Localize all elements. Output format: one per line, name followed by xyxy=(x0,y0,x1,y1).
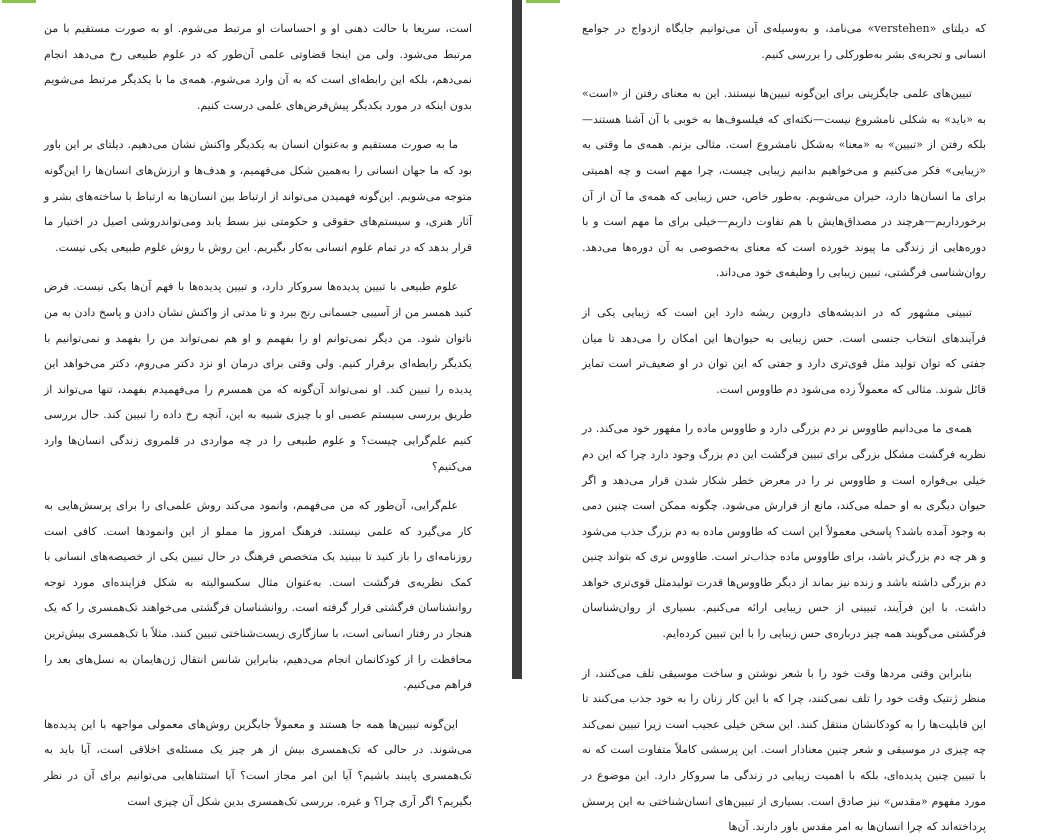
page-accent-bar xyxy=(2,0,36,3)
page-accent-bar xyxy=(526,0,560,3)
paragraph: تبیین‌های علمی جایگزینی برای این‌گونه تبیین‌ها نیستند. این به معنای رفتن از «است» به «باید» به شکلی نامشروع نیست—نکته‌ای که فیلسوف‌ها به خوبی با آن آشنا هستند—بلکه رفتن از «تبیین» به «معنا» به‌شکل نامشروع است. مثالی بزنم. همه‌ی ما وقتی به «زیبایی» فکر می‌کنیم و می‌خواهیم بدانیم زیبایی چیست، چرا مهم است و چه اهمیتی برای ما انسان‌ها دارد، حیران می‌شویم. به‌طور خاص، حس زیبایی که همه‌ی ما آن از آن برخورداریم—هرچند در مصداق‌هایش با هم تفاوت داریم—خیلی برای ما مهم است و با دوره‌هایی از زندگی ما پیوند خورده است که معنای به‌خصوصی به آن دوره‌ها می‌دهد. روان‌شناسی فرگشتی، تبیین زیبایی را وظیفه‌ی خود می‌داند. xyxy=(582,87,986,280)
paragraph: تبیینی مشهور که در اندیشه‌های داروین ریشه دارد این است که زیبایی یکی از فرآیندهای انتخاب جنسی است. حس زیبایی به حیوان‌ها این امکان را می‌دهد تا میان جفتی که توان تولید مثل قوی‌تری دارد و جفتی که این توان در او ضعیف‌تر است تمایز قائل شوند. مثالی که معمولاً زده می‌شود دم طاووس است. xyxy=(582,305,986,396)
page-divider xyxy=(512,0,522,679)
paragraph: همه‌ی ما می‌دانیم طاووس نر دم بزرگی دارد و طاووس ماده را مفهور خود می‌کند. در نظریه فرگشت مشکل بزرگی برای تبیین فرگشت این دم بزرگ وجود دارد چرا که این دم خیلی بی‌فواره است و طاووس نر را در معرض خطر شکار شدن قرار می‌دهد و اگر حیوان دیگری به او حمله می‌کند، مانع از فرارش می‌شود. چگونه ممکن است چنین دمی به وجود آمده باشد؟ پاسخی معمولاً این است که طاووس ماده به دم بزرگ جذب می‌شود و هر چه دم بزرگ‌تر باشد، برای طاووس ماده جذاب‌تر است. طاووس نری که بتواند چنین دم بزرگی داشته باشد و زنده نیز بماند از دیگر طاووس‌ها قدرت تولیدمثل قوی‌تری خواهد داشت. با این فرآیند، تبیینی از حس زیبایی ارائه می‌کنیم. بسیاری از روان‌شناسان فرگشتی می‌گویند همه چیز درباره‌ی حس زیبایی را با این تبیین کرده‌ایم. xyxy=(582,422,986,641)
page-text xyxy=(582,16,986,840)
paragraph: علم‌گرایی، آن‌طور که من می‌فهمم، وانمود می‌کند روش علمی‌ای را برای پرسش‌هایی به کار می‌گیرد که علمی نیستند. فرهنگ امروز ما مملو از این وانمودها است. کافی است روزنامه‌ای را باز کنید تا ببینید یک متخصص فرهنگ در حال تبیین یکی از خصیصه‌های انسانی با کمک نظریه‌ی فرگشت است. به‌عنوان مثال سکسوالیته به شکل فزاینده‌ای مورد توجه روانشناسان فرگشتی قرار گرفته است. روانشناسان فرگشتی می‌خواهند تک‌همسری را که یک هنجار در رفتار انسانی است، با سازگاری زیست‌شناختی تبیین کنند. مثلاً با تک‌همسری بیش‌ترین محافظت را از کودکانمان انجام می‌دهیم، بنابراین شانس انتقال ژن‌هایمان به نسل‌های بعد را فراهم می‌کنیم. xyxy=(44,499,472,692)
paragraph: که دیلتای «verstehen» می‌نامد، و به‌وسیله‌ی آن می‌توانیم جایگاه ازدواج در جوامع انسانی و تجربه‌ی بشر به‌طورکلی را بررسی کنیم. xyxy=(582,22,986,61)
right-page xyxy=(522,0,1044,834)
page-text xyxy=(44,16,472,814)
paragraph: این‌گونه تبیین‌ها همه جا هستند و معمولاً جایگزین روش‌های معمولی مواجهه با این پدیده‌ها می‌شوند. در حالی که تک‌همسری بیش از هر چیز یک مسئله‌ی اخلاقی است، آیا باید به تک‌همسری پایبند باشیم؟ آیا این امر مجاز است؟ آیا استثناهایی می‌توانیم برای آن در نظر بگیریم؟ اگر آری چرا؟ و غیره. بررسی تک‌همسری بدین شکل آن چیزی است xyxy=(44,717,472,808)
paragraph: علوم طبیعی با تبیین پدیده‌ها سروکار دارد، و تبیین پدیده‌ها با فهم آن‌ها یکی نیست. فرض کنید همسر من از آسیبی جسمانی رنج ببرد و تا مدتی از واکنش نشان دادن و پاسخ دادن به من ناتوان شود. من دیگر نمی‌توانم او را بفهمم و او هم نمی‌تواند من را بفهمد و نمی‌توانیم با یکدیگر رابطه‌ای برقرار کنیم. ولی وقتی برای درمان او نزد دکتر می‌روم، دکتر می‌خواهد این پدیده را تبیین کند. او نمی‌تواند آن‌گونه که من همسرم را می‌فهمیدم بفهمد، تنها می‌تواند از طریق بررسی سیستم عصبی او با چیزی شبیه به این، آنچه رخ داده را تبیین کند. حال بررسی کنیم علم‌گرایی چیست؟ و علوم طبیعی را در چه مواردی در قلمروی زندگی انسان‌ها وارد می‌کنیم؟ xyxy=(44,280,472,473)
left-page xyxy=(0,0,512,808)
paragraph: ما به صورت مستقیم و به‌عنوان انسان به یکدیگر واکنش نشان می‌دهیم. دیلتای بر این باور بود که ما جهان انسانی را به‌همین شکل می‌فهمیم، و هدف‌ها و ارزش‌های انسان‌ها را این‌گونه متوجه می‌شویم. این‌گونه فهمیدن می‌تواند از ارتباط بین انسان‌ها به ارتباط با ساخته‌های بشر و آثار هنری، و سیستم‌های حقوقی و حکومتی نیز بسط یابد ومی‌تواندروشی اصیل در اختیار ما قرار بدهد که در تمام علوم انسانی به‌کار بگیریم. این روش با روش علوم طبیعی یکی نیست. xyxy=(44,138,472,254)
paragraph: بنابراین وقتی مردها وقت خود را با شعر نوشتن و ساخت موسیقی تلف می‌کنند، از منظر ژنتیک وقت خود را تلف نمی‌کنند، چرا که با این کار زنان را به خود جذب می‌کنند تا این قابلیت‌ها را به کودکانشان منتقل کنند. این سخن خیلی عجیب است زیرا تبیین نمی‌کند چه چیزی در موسیقی و شعر چنین معنادار است. این پرسشی کاملاً متفاوت است که نه با تبیین چنین پدیده‌ای، بلکه با اهمیت زیبایی در زندگی ما سروکار دارد. این موضوع در مورد مفهوم «مقدس» نیز صادق است. بسیاری از تبیین‌های انسان‌شناختی به این پرسش پرداخته‌اند که چرا انسان‌ها به امر مقدس باور دارند. آن‌ها xyxy=(582,666,986,834)
paragraph: است، سریعا با حالت ذهنی او و احساسات او مرتبط می‌شوم. او به صورت مستقیم با من مرتبط می‌شود. ولی من اینجا قضاوتی علمی آن‌طور که در علوم طبیعی رخ می‌دهد انجام نمی‌دهم، بلکه این رابطه‌ای است که به آن وارد می‌شوم. همه‌ی ما با یکدیگر مرتبط می‌شویم بدون اینکه در مورد یکدیگر پیش‌فرض‌های علمی درست کنیم. xyxy=(44,22,472,112)
